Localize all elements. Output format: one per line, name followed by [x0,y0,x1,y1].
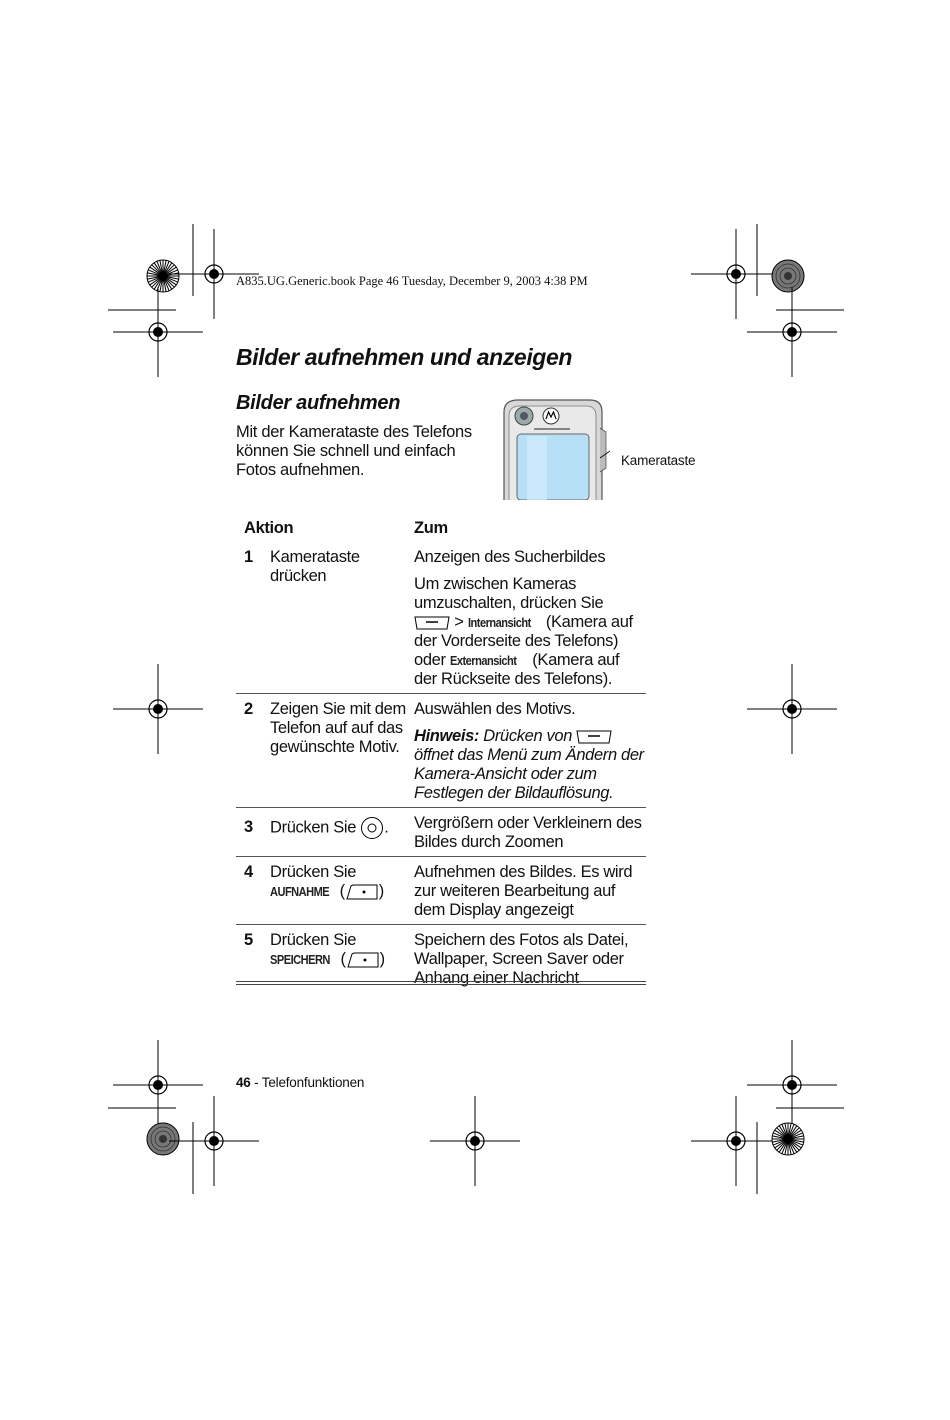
page-number: 46 [236,1075,251,1090]
column-header-action: Aktion [244,519,294,537]
display-text-speichern: SPEICHERN [270,952,330,967]
step-number: 2 [236,694,270,808]
table-row [236,808,646,857]
right-soft-key-icon [346,952,380,968]
step-purpose: Aufnehmen des Bildes. Es wird zur weiteren Bearbeitung auf dem Display angezeigt [414,857,646,925]
step-action: Kamerataste drücken [270,548,360,585]
page-footer: 46 - Telefonfunktionen [236,1075,365,1090]
step-action: Zeigen Sie mit dem Telefon auf auf das gewünschte Motiv. [270,694,414,808]
table-row [236,694,646,808]
phone-camera-illustration [500,398,610,500]
step-purpose: Vergrößern oder Verkleinern des Bildes durch Zoomen [414,808,646,857]
table-end-rule [236,981,646,985]
step-action: Drücken Sie . [270,808,414,857]
section-title: Bilder aufnehmen [236,392,401,414]
display-text-aufnahme: AUFNAHME [270,884,330,899]
step-number: 5 [236,925,270,993]
right-soft-key-icon [345,884,379,900]
step-number: 1 [244,548,253,566]
figure-label: Kamerataste [621,453,696,468]
step-purpose: Speichern des Fotos als Datei, Wallpaper, Screen Saver oder Anhang einer Nachricht [414,925,646,993]
navigation-key-icon [360,816,384,840]
book-header-line: A835.UG.Generic.book Page 46 Tuesday, December 9, 2003 4:38 PM [236,274,588,288]
menu-key-icon [576,730,612,744]
footer-section: Telefonfunktionen [261,1075,365,1090]
table-row [236,542,646,694]
step-number: 4 [236,857,270,925]
column-header-purpose: Zum [414,519,448,537]
display-text-externansicht: Externansicht [449,653,517,668]
menu-key-icon [414,616,450,630]
step-action: Drücken Sie SPEICHERN ( ) [270,925,414,993]
table-row [236,857,646,925]
step-action: Drücken Sie AUFNAHME ( ) [270,857,414,925]
step-purpose: Anzeigen des Sucherbildes Um zwischen Kameras umzuschalten, drücken Sie > Internansicht (Kamera auf der Vorderseite des Telefons) oder Externansicht (Kamera auf der Rückseite des Telefons). [414,548,633,688]
display-text-internansicht: Internansicht [467,615,531,630]
steps-table [236,518,646,992]
step-purpose: Auswählen des Motivs. Hinweis: Drücken von öffnet das Menü zum Ändern der Kamera-Ansicht oder zum Festlegen der Bildauflösung. [414,694,646,808]
intro-text: Mit der Kamerataste des Telefons können Sie schnell und einfach Fotos aufnehmen. [236,423,472,479]
page-title: Bilder aufnehmen und anzeigen [236,344,572,370]
step-number: 3 [236,808,270,857]
note: Hinweis: Drücken von öffnet das Menü zum Ändern der Kamera-Ansicht oder zum Festlegen der Bildauflösung. [414,727,644,802]
